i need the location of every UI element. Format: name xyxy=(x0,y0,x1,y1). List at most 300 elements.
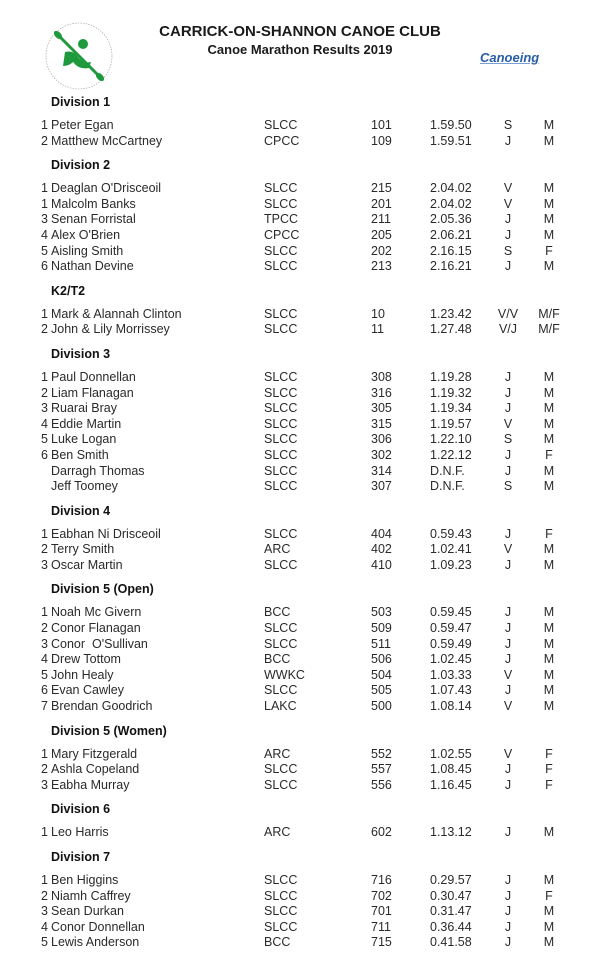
club-code: BCC xyxy=(264,935,291,950)
club-code: SLCC xyxy=(264,904,298,919)
club-code: BCC xyxy=(264,605,291,620)
club-code: SLCC xyxy=(264,873,298,887)
result-row xyxy=(0,668,603,684)
finish-time: 0.59.43 xyxy=(430,526,472,541)
competitor-name: Conor Donnellan xyxy=(51,919,145,934)
race-number: 307 xyxy=(371,479,392,494)
position: 2 xyxy=(41,888,48,903)
finish-time: 1.22.12 xyxy=(430,447,472,462)
position: 4 xyxy=(41,227,48,242)
position: 1 xyxy=(41,196,48,211)
gender: M xyxy=(543,636,555,651)
age-category: J xyxy=(504,873,512,887)
race-number: 711 xyxy=(371,919,391,934)
result-row xyxy=(0,181,603,197)
competitor-name: Sean Durkan xyxy=(51,904,124,919)
results-section xyxy=(0,721,603,794)
competitor-name: Deaglan O'Drisceoil xyxy=(51,181,162,196)
age-category: J xyxy=(504,447,512,462)
gender: M xyxy=(543,699,555,714)
gender: M xyxy=(543,542,555,557)
club-code: SLCC xyxy=(264,322,298,337)
club-code: SLCC xyxy=(264,636,298,651)
gender: M xyxy=(543,118,555,132)
finish-time: 1.19.32 xyxy=(430,385,472,400)
finish-time: 0.29.57 xyxy=(430,873,472,887)
result-row xyxy=(0,322,603,338)
gender: M/F xyxy=(538,322,560,337)
result-row xyxy=(0,762,603,778)
result-row xyxy=(0,935,603,951)
gender: M xyxy=(543,181,555,196)
age-category: J xyxy=(504,463,512,478)
competitor-name: Lewis Anderson xyxy=(51,935,140,950)
division-title: Division 3 xyxy=(51,346,111,361)
competitor-name: Terry Smith xyxy=(51,542,115,557)
race-number: 305 xyxy=(371,401,392,416)
gender: M xyxy=(543,667,555,682)
result-row xyxy=(0,542,603,558)
result-row xyxy=(0,464,603,480)
competitor-name: Peter Egan xyxy=(51,118,114,132)
result-row xyxy=(0,652,603,668)
club-code: SLCC xyxy=(264,919,298,934)
race-number: 211 xyxy=(371,212,391,227)
competitor-name: Noah Mc Givern xyxy=(51,605,142,620)
age-category: J xyxy=(504,385,512,400)
position: 1 xyxy=(41,369,48,384)
finish-time: 0.41.58 xyxy=(430,935,472,950)
club-code: SLCC xyxy=(264,401,298,416)
results-list xyxy=(0,92,603,957)
competitor-name: Ben Smith xyxy=(51,447,109,462)
competitor-name: Ben Higgins xyxy=(51,873,119,887)
gender: M xyxy=(543,385,555,400)
competitor-name: Mary Fitzgerald xyxy=(51,746,138,761)
finish-time: 1.02.55 xyxy=(430,746,472,761)
race-number: 511 xyxy=(371,636,391,651)
age-category: J xyxy=(504,369,512,384)
position: 3 xyxy=(41,904,48,919)
finish-time: 1.19.57 xyxy=(430,416,472,431)
result-row xyxy=(0,527,603,543)
gender: F xyxy=(545,746,553,761)
result-row xyxy=(0,307,603,323)
competitor-name: Darragh Thomas xyxy=(51,463,145,478)
gender: F xyxy=(545,526,553,541)
result-row xyxy=(0,448,603,464)
gender: M xyxy=(543,432,555,447)
club-code: SLCC xyxy=(264,777,298,792)
result-row xyxy=(0,873,603,889)
club-code: CPCC xyxy=(264,227,300,242)
age-category: J xyxy=(504,605,512,620)
position: 2 xyxy=(41,762,48,777)
club-code: SLCC xyxy=(264,888,298,903)
gender: M xyxy=(543,904,555,919)
age-category: J xyxy=(504,636,512,651)
result-row xyxy=(0,825,603,841)
club-code: BCC xyxy=(264,652,291,667)
gender: M/F xyxy=(538,306,560,321)
result-row xyxy=(0,889,603,905)
race-number: 701 xyxy=(371,904,392,919)
gender: M xyxy=(543,605,555,620)
age-category: J xyxy=(504,133,512,148)
club-code: SLCC xyxy=(264,447,298,462)
age-category: V xyxy=(503,181,513,196)
kayaker-logo-icon xyxy=(43,20,115,92)
competitor-name: Evan Cawley xyxy=(51,683,124,698)
club-code: SLCC xyxy=(264,369,298,384)
race-number: 315 xyxy=(371,416,392,431)
race-number: 410 xyxy=(371,557,392,572)
result-row xyxy=(0,621,603,637)
race-number: 215 xyxy=(371,181,392,196)
competitor-name: Drew Tottom xyxy=(51,652,121,667)
club-code: TPCC xyxy=(264,212,299,227)
position: 3 xyxy=(41,557,48,572)
race-number: 503 xyxy=(371,605,392,620)
position: 6 xyxy=(41,447,48,462)
gender: M xyxy=(543,825,555,840)
division-title: Division 5 (Women) xyxy=(51,723,167,738)
finish-time: 1.59.51 xyxy=(430,133,472,148)
age-category: J xyxy=(504,401,512,416)
age-category: J xyxy=(504,919,512,934)
club-code: SLCC xyxy=(264,416,298,431)
competitor-name: Oscar Martin xyxy=(51,557,123,572)
club-code: SLCC xyxy=(264,621,298,636)
gender: M xyxy=(543,935,555,950)
gender: M xyxy=(543,557,555,572)
race-number: 404 xyxy=(371,526,392,541)
club-title: CARRICK-ON-SHANNON CANOE CLUB xyxy=(159,23,441,40)
competitor-name: Niamh Caffrey xyxy=(51,888,131,903)
finish-time: 2.04.02 xyxy=(430,196,472,211)
position: 2 xyxy=(41,322,48,337)
result-row xyxy=(0,401,603,417)
age-category: V xyxy=(503,196,513,211)
club-code: ARC xyxy=(264,746,291,761)
results-section xyxy=(0,847,603,951)
gender: M xyxy=(543,652,555,667)
division-title: Division 6 xyxy=(51,802,111,817)
race-number: 715 xyxy=(371,935,392,950)
race-number: 505 xyxy=(371,683,392,698)
position: 5 xyxy=(41,432,48,447)
gender: M xyxy=(543,369,555,384)
result-row xyxy=(0,386,603,402)
competitor-name: Eabha Murray xyxy=(51,777,130,792)
race-number: 552 xyxy=(371,746,392,761)
finish-time: 1.22.10 xyxy=(430,432,472,447)
club-code: SLCC xyxy=(264,526,298,541)
club-code: SLCC xyxy=(264,479,298,494)
age-category: S xyxy=(503,479,513,494)
finish-time: 2.16.15 xyxy=(430,243,472,258)
race-number: 402 xyxy=(371,542,392,557)
results-section xyxy=(0,281,603,338)
result-row xyxy=(0,747,603,763)
age-category: J xyxy=(504,683,512,698)
division-title: Division 7 xyxy=(51,850,111,864)
age-category: V xyxy=(503,416,513,431)
finish-time: 1.09.23 xyxy=(430,557,472,572)
club-code: SLCC xyxy=(264,181,298,196)
result-row xyxy=(0,778,603,794)
result-row xyxy=(0,904,603,920)
results-subtitle: Canoe Marathon Results 2019 xyxy=(207,42,393,57)
competitor-name: Matthew McCartney xyxy=(51,133,163,148)
finish-time: D.N.F. xyxy=(430,479,465,494)
competitor-name: Alex O'Brien xyxy=(51,227,121,242)
age-category: S xyxy=(503,243,513,258)
position: 1 xyxy=(41,825,48,840)
position: 1 xyxy=(41,306,48,321)
position: 2 xyxy=(41,133,48,148)
race-number: 316 xyxy=(371,385,392,400)
age-category: V xyxy=(503,699,513,714)
race-number: 556 xyxy=(371,777,392,792)
club-code: SLCC xyxy=(264,306,298,321)
age-category: J xyxy=(504,935,512,950)
gender: F xyxy=(545,243,553,258)
age-category: V/V xyxy=(497,306,519,321)
position: 1 xyxy=(41,746,48,761)
race-number: 213 xyxy=(371,259,392,274)
age-category: J xyxy=(504,652,512,667)
age-category: J xyxy=(504,212,512,227)
club-code: SLCC xyxy=(264,243,298,258)
position: 1 xyxy=(41,605,48,620)
gender: M xyxy=(543,873,555,887)
age-category: J xyxy=(504,227,512,242)
competitor-name: Ashla Copeland xyxy=(51,762,140,777)
finish-time: 0.59.45 xyxy=(430,605,472,620)
competitor-name: Eabhan Ni Drisceoil xyxy=(51,526,161,541)
competitor-name: Aisling Smith xyxy=(51,243,124,258)
finish-time: 1.03.33 xyxy=(430,667,472,682)
club-logo xyxy=(43,20,115,92)
race-number: 602 xyxy=(371,825,392,840)
position: 2 xyxy=(41,621,48,636)
race-number: 306 xyxy=(371,432,392,447)
gender: M xyxy=(543,196,555,211)
age-category: J xyxy=(504,557,512,572)
result-row xyxy=(0,134,603,150)
race-number: 10 xyxy=(371,306,385,321)
finish-time: 1.19.28 xyxy=(430,369,472,384)
result-row xyxy=(0,683,603,699)
position: 5 xyxy=(41,935,48,950)
position: 1 xyxy=(41,181,48,196)
finish-time: 2.16.21 xyxy=(430,259,472,274)
age-category: J xyxy=(504,259,512,274)
finish-time: 2.06.21 xyxy=(430,227,472,242)
finish-time: 1.08.14 xyxy=(430,699,472,714)
result-row xyxy=(0,637,603,653)
position: 1 xyxy=(41,873,48,887)
position: 2 xyxy=(41,385,48,400)
age-category: J xyxy=(504,888,512,903)
age-category: S xyxy=(503,118,513,132)
position: 4 xyxy=(41,416,48,431)
canoeing-brand-logo: Canoeing xyxy=(480,50,540,65)
age-category: J xyxy=(504,904,512,919)
position: 3 xyxy=(41,777,48,792)
result-row xyxy=(0,920,603,936)
finish-time: 2.05.36 xyxy=(430,212,472,227)
result-row xyxy=(0,197,603,213)
club-code: SLCC xyxy=(264,259,298,274)
competitor-name: Mark & Alannah Clinton xyxy=(51,306,182,321)
results-section xyxy=(0,155,603,275)
result-row xyxy=(0,417,603,433)
finish-time: 0.36.44 xyxy=(430,919,472,934)
gender: F xyxy=(545,888,553,903)
gender: M xyxy=(543,401,555,416)
club-code: ARC xyxy=(264,542,291,557)
finish-time: 0.31.47 xyxy=(430,904,472,919)
race-number: 716 xyxy=(371,873,392,887)
finish-time: 1.59.50 xyxy=(430,118,472,132)
race-number: 11 xyxy=(371,322,384,337)
position: 2 xyxy=(41,542,48,557)
competitor-name: Conor O'Sullivan xyxy=(51,636,148,651)
position: 6 xyxy=(41,259,48,274)
result-row xyxy=(0,259,603,275)
competitor-name: Leo Harris xyxy=(51,825,109,840)
gender: M xyxy=(543,621,555,636)
competitor-name: John & Lily Morrissey xyxy=(51,322,170,337)
gender: M xyxy=(543,416,555,431)
finish-time: 1.13.12 xyxy=(430,825,472,840)
race-number: 702 xyxy=(371,888,392,903)
position: 3 xyxy=(41,212,48,227)
division-title: Division 1 xyxy=(51,95,111,109)
position: 3 xyxy=(41,636,48,651)
finish-time: 1.02.45 xyxy=(430,652,472,667)
gender: M xyxy=(543,683,555,698)
division-title: Division 2 xyxy=(51,158,111,173)
result-row xyxy=(0,558,603,574)
competitor-name: Malcolm Banks xyxy=(51,196,136,211)
gender: M xyxy=(543,479,555,494)
position: 1 xyxy=(41,526,48,541)
age-category: J xyxy=(504,621,512,636)
result-row xyxy=(0,370,603,386)
results-section xyxy=(0,501,603,574)
race-number: 314 xyxy=(371,463,392,478)
club-code: CPCC xyxy=(264,133,300,148)
competitor-name: Brendan Goodrich xyxy=(51,699,153,714)
age-category: J xyxy=(504,825,512,840)
age-category: V xyxy=(503,542,513,557)
position: 4 xyxy=(41,652,48,667)
race-number: 302 xyxy=(371,447,392,462)
club-code: ARC xyxy=(264,825,291,840)
position: 6 xyxy=(41,683,48,698)
competitor-name: Ruarai Bray xyxy=(51,401,117,416)
race-number: 201 xyxy=(371,196,392,211)
club-code: SLCC xyxy=(264,762,298,777)
result-row xyxy=(0,432,603,448)
result-row xyxy=(0,699,603,715)
age-category: V xyxy=(503,746,513,761)
finish-time: 1.23.42 xyxy=(430,306,472,321)
age-category: S xyxy=(503,432,513,447)
race-number: 109 xyxy=(371,133,392,148)
result-row xyxy=(0,212,603,228)
gender: M xyxy=(543,227,555,242)
race-number: 101 xyxy=(371,118,392,132)
finish-time: 1.08.45 xyxy=(430,762,472,777)
gender: M xyxy=(543,259,555,274)
competitor-name: Senan Forristal xyxy=(51,212,136,227)
finish-time: 0.59.49 xyxy=(430,636,472,651)
club-code: SLCC xyxy=(264,118,298,132)
club-code: SLCC xyxy=(264,683,298,698)
position: 5 xyxy=(41,667,48,682)
competitor-name: Liam Flanagan xyxy=(51,385,134,400)
results-section xyxy=(0,92,603,149)
club-code: SLCC xyxy=(264,196,298,211)
competitor-name: Eddie Martin xyxy=(51,416,122,431)
division-title: K2/T2 xyxy=(51,283,86,298)
finish-time: 1.02.41 xyxy=(430,542,472,557)
position: 7 xyxy=(41,699,48,714)
race-number: 202 xyxy=(371,243,392,258)
club-code: LAKC xyxy=(264,699,297,714)
results-section xyxy=(0,799,603,841)
finish-time: 0.30.47 xyxy=(430,888,472,903)
club-code: WWKC xyxy=(264,667,305,682)
finish-time: 0.59.47 xyxy=(430,621,472,636)
finish-time: 2.04.02 xyxy=(430,181,472,196)
gender: M xyxy=(543,212,555,227)
position: 5 xyxy=(41,243,48,258)
age-category: V/J xyxy=(498,322,518,337)
division-title: Division 4 xyxy=(51,503,111,518)
age-category: J xyxy=(504,762,512,777)
competitor-name: Conor Flanagan xyxy=(51,621,141,636)
position: 4 xyxy=(41,919,48,934)
race-number: 500 xyxy=(371,699,392,714)
result-row xyxy=(0,605,603,621)
race-number: 504 xyxy=(371,667,392,682)
race-number: 308 xyxy=(371,369,392,384)
finish-time: 1.07.43 xyxy=(430,683,472,698)
race-number: 509 xyxy=(371,621,392,636)
competitor-name: Paul Donnellan xyxy=(51,369,136,384)
competitor-name: John Healy xyxy=(51,667,114,682)
gender: M xyxy=(543,463,555,478)
position: 3 xyxy=(41,401,48,416)
gender: F xyxy=(545,762,553,777)
results-section xyxy=(0,344,603,495)
gender: M xyxy=(543,133,555,148)
club-code: SLCC xyxy=(264,432,298,447)
competitor-name: Jeff Toomey xyxy=(51,479,118,494)
competitor-name: Luke Logan xyxy=(51,432,117,447)
club-code: SLCC xyxy=(264,385,298,400)
age-category: J xyxy=(504,777,512,792)
club-code: SLCC xyxy=(264,557,298,572)
gender: M xyxy=(543,919,555,934)
position: 1 xyxy=(41,118,48,132)
result-row xyxy=(0,118,603,134)
